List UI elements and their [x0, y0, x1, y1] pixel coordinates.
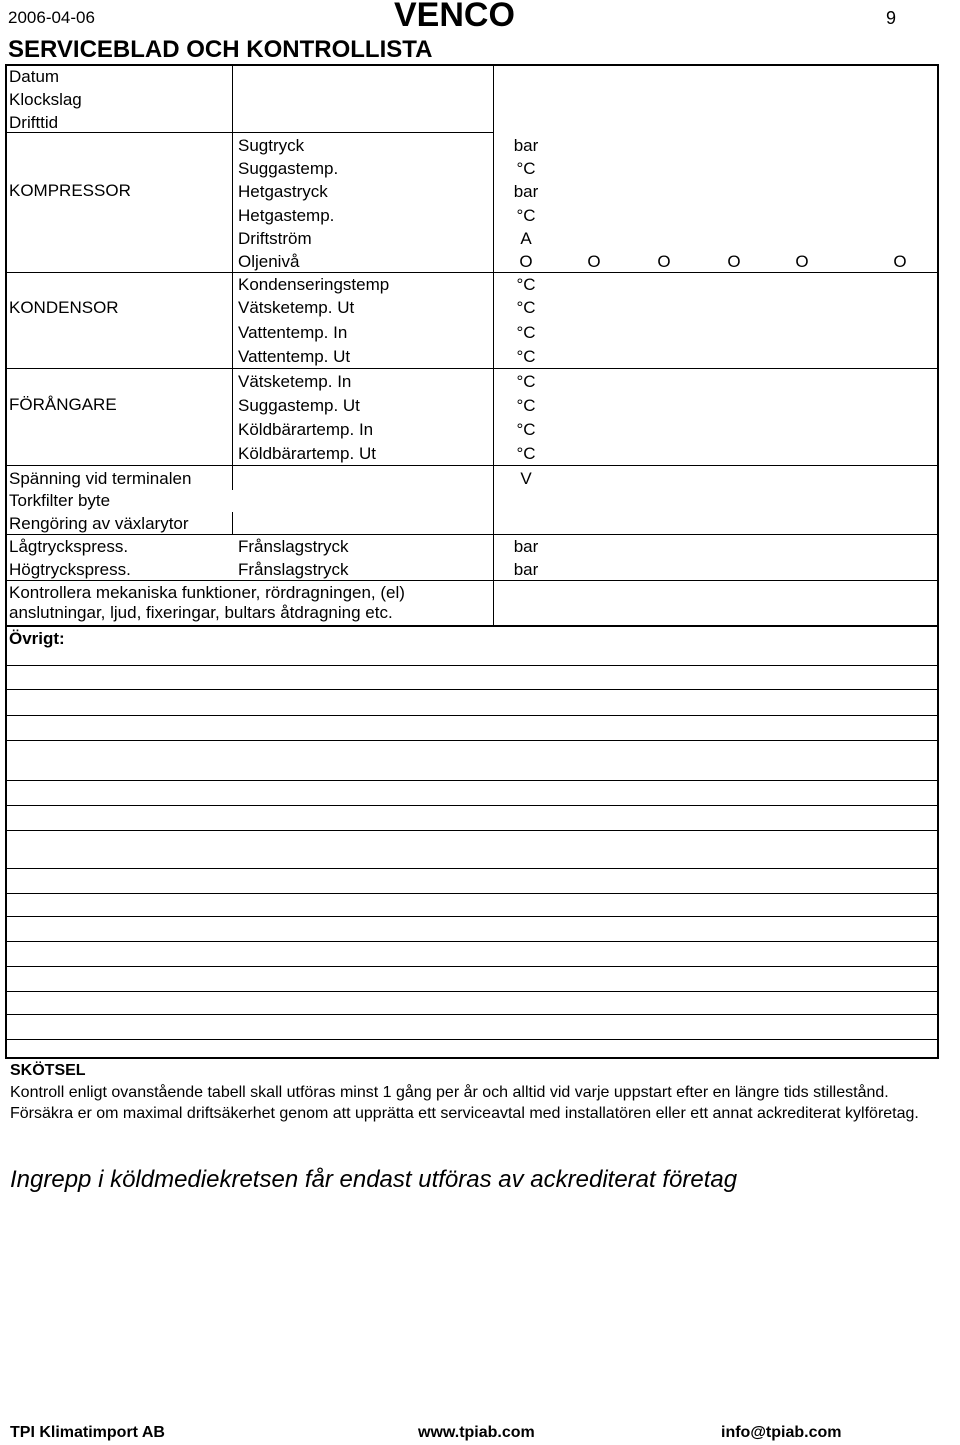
row-label-hogtryck: Högtryckspress.: [9, 560, 131, 579]
param-label: Hetgastemp.: [238, 206, 335, 225]
footer-email: info@tpiab.com: [721, 1424, 842, 1441]
param-label: Vätsketemp. Ut: [238, 298, 355, 317]
param-label: Suggastemp. Ut: [238, 396, 360, 415]
row-label-kontroll-line1: Kontrollera mekaniska funktioner, rördragningen, (el): [9, 583, 405, 602]
section-label-kondensor: KONDENSOR: [9, 298, 119, 317]
warning-text: Ingrepp i köldmediekretsen får endast utföras av ackrediterat företag: [10, 1166, 738, 1193]
param-unit: °C: [516, 206, 536, 225]
param-unit: O: [519, 252, 533, 271]
oil-mark: O: [795, 252, 809, 271]
param-unit: A: [520, 229, 532, 248]
param-unit: °C: [516, 298, 536, 317]
row-label-torkfilter: Torkfilter byte: [9, 491, 111, 510]
oil-mark: O: [657, 252, 671, 271]
param-label: Hetgastryck: [238, 182, 328, 201]
param-label: Köldbärartemp. In: [238, 420, 374, 439]
oil-mark: O: [893, 252, 907, 271]
param-label: Vätsketemp. In: [238, 372, 352, 391]
param-label: Suggastemp.: [238, 159, 339, 178]
document-date: 2006-04-06: [8, 8, 95, 27]
row-label-spanning: Spänning vid terminalen: [9, 469, 192, 488]
footer-website: www.tpiab.com: [418, 1424, 535, 1441]
page-title: SERVICEBLAD OCH KONTROLLISTA: [8, 36, 433, 63]
spanning-unit: V: [520, 469, 532, 488]
lagtryck-franslag-unit: bar: [513, 537, 539, 556]
param-label: Vattentemp. In: [238, 323, 348, 342]
param-label: Vattentemp. Ut: [238, 347, 351, 366]
param-label: Kondenseringstemp: [238, 275, 390, 294]
skotsel-text: Kontroll enligt ovanstående tabell skall utföras minst 1 gång per år och alltid vid varje uppstart efter en längre tids stillestånd. Försäkra er om maximal driftsäkerhet genom att upprätta ett serviceavtal med installatören eller ett annat ackrediterat kylföretag.: [10, 1084, 919, 1122]
skotsel-heading: SKÖTSEL: [10, 1062, 86, 1079]
lagtryck-franslag-label: Frånslagstryck: [238, 537, 349, 556]
param-unit: °C: [516, 347, 536, 366]
row-label-ovrigt: Övrigt:: [9, 629, 65, 648]
param-label: Driftström: [238, 229, 312, 248]
param-unit: °C: [516, 372, 536, 391]
oil-mark: O: [727, 252, 741, 271]
row-label-rengoring: Rengöring av växlarytor: [9, 514, 189, 533]
brand-logo-text: VENCO: [394, 0, 515, 34]
param-unit: °C: [516, 396, 536, 415]
row-label-kontroll-line2: anslutningar, ljud, fixeringar, bultars åtdragning etc.: [9, 603, 393, 622]
param-unit: °C: [516, 159, 536, 178]
section-label-forangare: FÖRÅNGARE: [9, 395, 117, 414]
param-unit: bar: [513, 182, 539, 201]
param-label: Oljenivå: [238, 252, 300, 271]
row-label-lagtryck: Lågtryckspress.: [9, 537, 129, 556]
param-unit: bar: [513, 136, 539, 155]
param-label: Köldbärartemp. Ut: [238, 444, 376, 463]
param-label: Sugtryck: [238, 136, 305, 155]
section-label-kompressor: KOMPRESSOR: [9, 181, 131, 200]
param-unit: °C: [516, 420, 536, 439]
row-label-klockslag: Klockslag: [9, 90, 82, 109]
row-label-datum: Datum: [9, 67, 60, 86]
row-label-drifttid: Drifttid: [9, 113, 59, 132]
hogtryck-franslag-label: Frånslagstryck: [238, 560, 349, 579]
param-unit: °C: [516, 323, 536, 342]
hogtryck-franslag-unit: bar: [513, 560, 539, 579]
param-unit: °C: [516, 275, 536, 294]
footer-company: TPI Klimatimport AB: [10, 1424, 165, 1441]
oil-mark: O: [587, 252, 601, 271]
page-number: 9: [886, 8, 897, 28]
param-unit: °C: [516, 444, 536, 463]
